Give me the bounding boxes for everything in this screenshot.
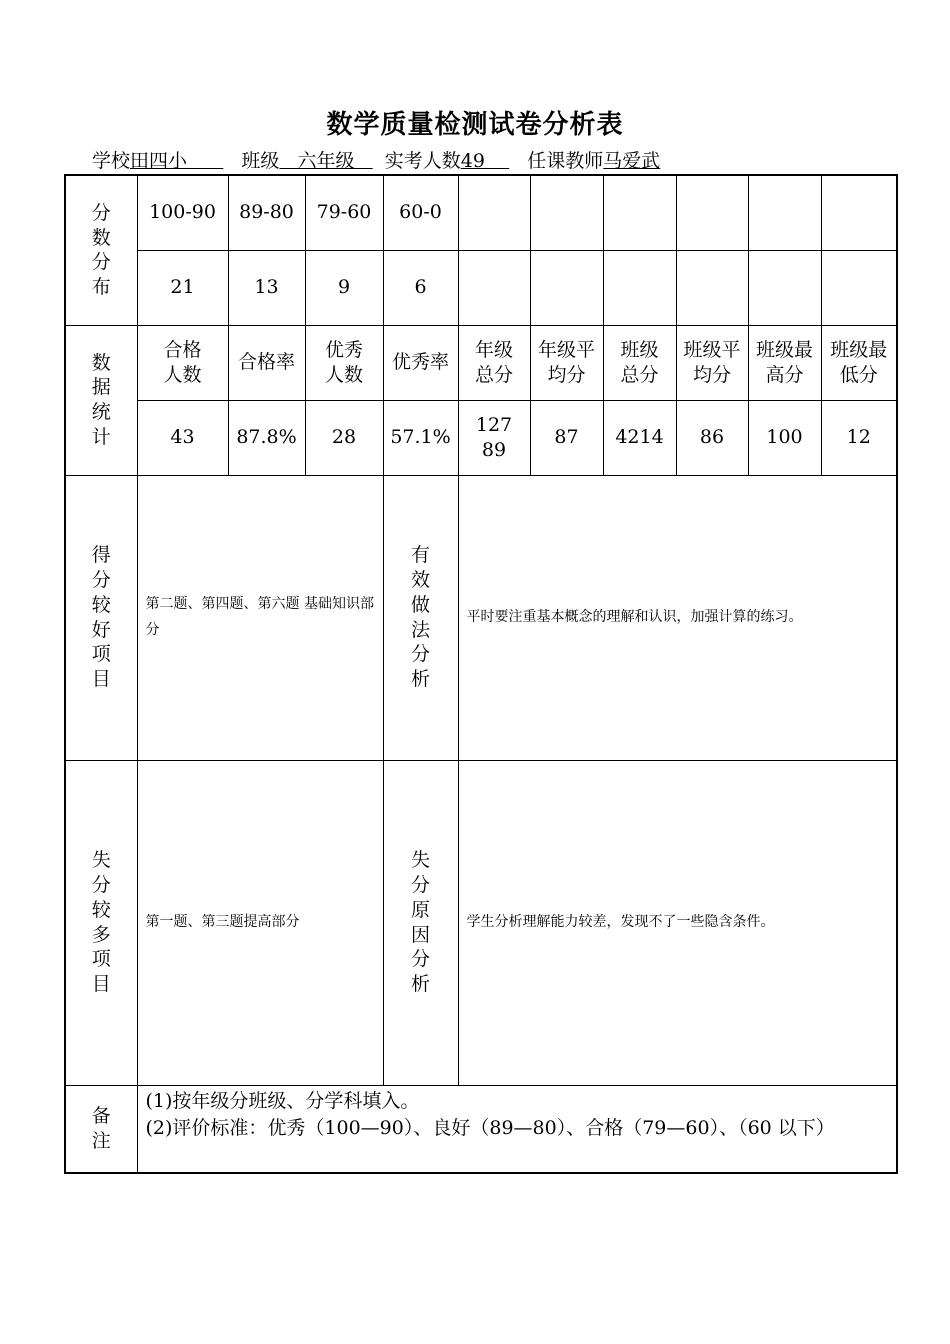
count-value: 49 [460, 150, 485, 172]
stat-value: 43 [137, 400, 228, 475]
empty-cell [603, 250, 676, 325]
stat-value: 28 [305, 400, 383, 475]
class-label: 班级 [241, 150, 280, 172]
statistics-header-row [65, 325, 897, 400]
count-cell: 21 [137, 250, 228, 325]
weak-items-label: 失分较多项目 [65, 760, 137, 1085]
count-label: 实考人数 [384, 150, 461, 172]
stat-value: 87.8% [228, 400, 305, 475]
stat-value: 4214 [603, 400, 676, 475]
good-items-content: 第二题、第四题、第六题 基础知识部分 [137, 475, 383, 760]
remarks-row [65, 1085, 897, 1173]
stat-header: 年级平均分 [530, 325, 603, 400]
remark-line: (1)按年级分班级、分学科填入。 [145, 1089, 420, 1112]
reason-label: 失分原因分析 [383, 760, 458, 1085]
empty-cell [676, 175, 748, 250]
stat-header: 优秀率 [383, 325, 458, 400]
weak-items-row [65, 760, 897, 1085]
reason-content: 学生分析理解能力较差，发现不了一些隐含条件。 [458, 760, 897, 1085]
stat-header: 合格人数 [137, 325, 228, 400]
empty-cell [458, 250, 530, 325]
empty-cell [748, 175, 821, 250]
remark-line: (2)评价标准：优秀（100—90）、良好（89—80）、合格（79—60）、（60 以下） [145, 1117, 835, 1140]
stat-header: 班级最低分 [821, 325, 897, 400]
range-cell: 89-80 [228, 175, 305, 250]
range-cell: 60-0 [383, 175, 458, 250]
teacher-label: 任课教师 [527, 150, 604, 172]
good-items-row [65, 475, 897, 760]
empty-cell [676, 250, 748, 325]
range-cell: 100-90 [137, 175, 228, 250]
remarks-label: 备注 [65, 1085, 137, 1173]
analysis-table [64, 174, 898, 1174]
distribution-range-row [65, 175, 897, 250]
page-title: 数学质量检测试卷分析表 [326, 110, 624, 140]
empty-cell [821, 250, 897, 325]
stat-header: 班级总分 [603, 325, 676, 400]
empty-cell [603, 175, 676, 250]
range-cell: 79-60 [305, 175, 383, 250]
count-cell: 9 [305, 250, 383, 325]
distribution-label: 分数分布 [65, 175, 137, 325]
remarks-content [137, 1085, 897, 1173]
teacher-value: 马爱武 [603, 150, 661, 172]
good-items-label: 得分较好项目 [65, 475, 137, 760]
count-cell: 6 [383, 250, 458, 325]
school-value: 田四小 [130, 150, 188, 172]
class-value: 六年级 [297, 150, 355, 172]
statistics-value-row [65, 400, 897, 475]
stat-value: 12 [821, 400, 897, 475]
count-cell: 13 [228, 250, 305, 325]
stat-value: 57.1% [383, 400, 458, 475]
empty-cell [748, 250, 821, 325]
stat-header: 优秀人数 [305, 325, 383, 400]
stat-value: 100 [748, 400, 821, 475]
stat-value: 12789 [458, 400, 530, 475]
empty-cell [458, 175, 530, 250]
school-label: 学校 [92, 150, 131, 172]
header-info [92, 146, 660, 173]
empty-cell [530, 250, 603, 325]
weak-items-content: 第一题、第三题提高部分 [137, 760, 383, 1085]
statistics-label: 数据统计 [65, 325, 137, 475]
stat-header: 年级总分 [458, 325, 530, 400]
stat-header: 班级平均分 [676, 325, 748, 400]
distribution-count-row [65, 250, 897, 325]
empty-cell [530, 175, 603, 250]
stat-header: 合格率 [228, 325, 305, 400]
stat-value: 86 [676, 400, 748, 475]
empty-cell [821, 175, 897, 250]
stat-header: 班级最高分 [748, 325, 821, 400]
method-label: 有效做法分析 [383, 475, 458, 760]
stat-value: 87 [530, 400, 603, 475]
method-content: 平时要注重基本概念的理解和认识，加强计算的练习。 [458, 475, 897, 760]
